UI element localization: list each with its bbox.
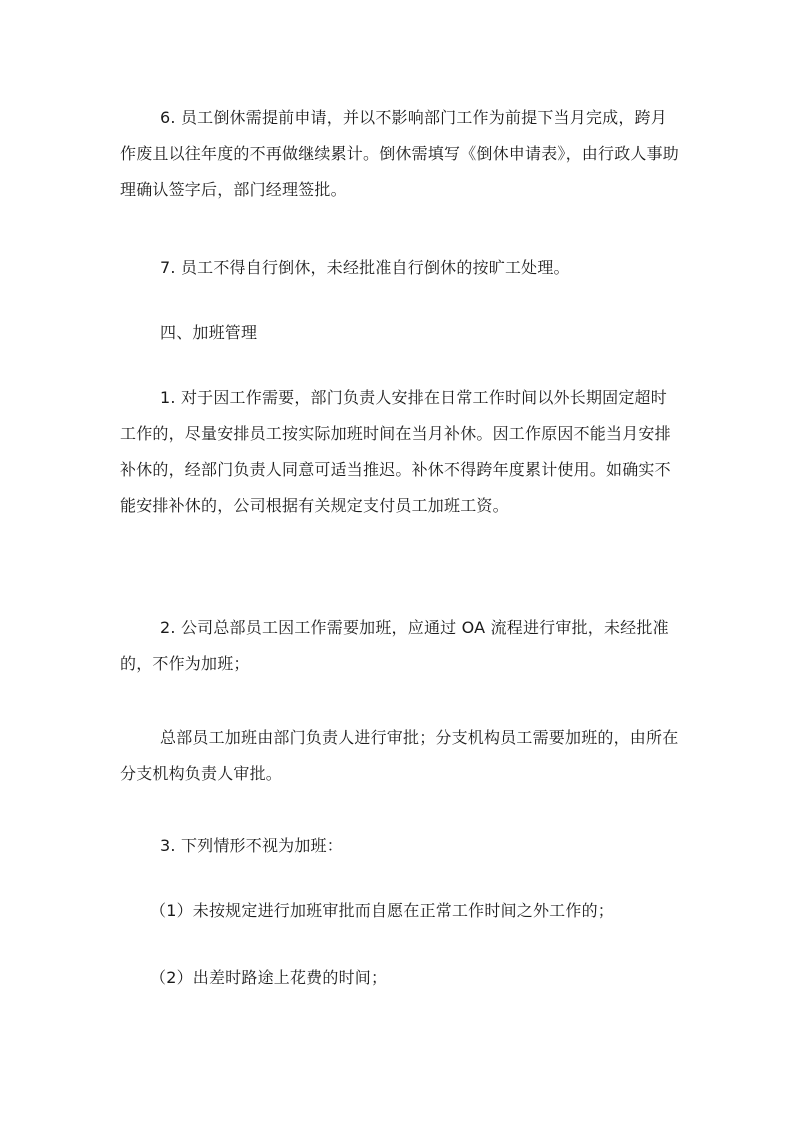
list-item-1: （1）未按规定进行加班审批而自愿在正常工作时间之外工作的； — [150, 901, 614, 920]
paragraph-overtime-rule-3: 3. 下列情形不视为加班： — [160, 836, 343, 855]
paragraph-overtime-approval: 总部员工加班由部门负责人进行审批；分支机构员工需要加班的，由所在分支机构负责人审批。 — [120, 728, 679, 783]
section-heading-overtime: 四、加班管理 — [160, 323, 258, 342]
paragraph-no-self-rest: 7. 员工不得自行倒休，未经批准自行倒休的按旷工处理。 — [160, 258, 570, 277]
list-item-2: （2）出差时路途上花费的时间； — [150, 968, 388, 987]
paragraph-rest-compensation: 6. 员工倒休需提前申请，并以不影响部门工作为前提下当月完成，跨月作废且以往年度的不再做继续累计。倒休需填写《倒休申请表》，由行政人事助理确认签字后，部门经理签批。 — [120, 108, 680, 199]
paragraph-overtime-rule-2: 2. 公司总部员工因工作需要加班，应通过 OA 流程进行审批，未经批准的，不作为加班； — [120, 618, 669, 673]
paragraph-overtime-rule-1: 1. 对于因工作需要，部门负责人安排在日常工作时间以外长期固定超时工作的，尽量安排员工按实际加班时间在当月补休。因工作原因不能当月安排补休的，经部门负责人同意可适当推迟。补休不得跨年度累计使用。如确实不能安排补休的，公司根据有关规定支付员工加班工资。 — [120, 388, 671, 515]
